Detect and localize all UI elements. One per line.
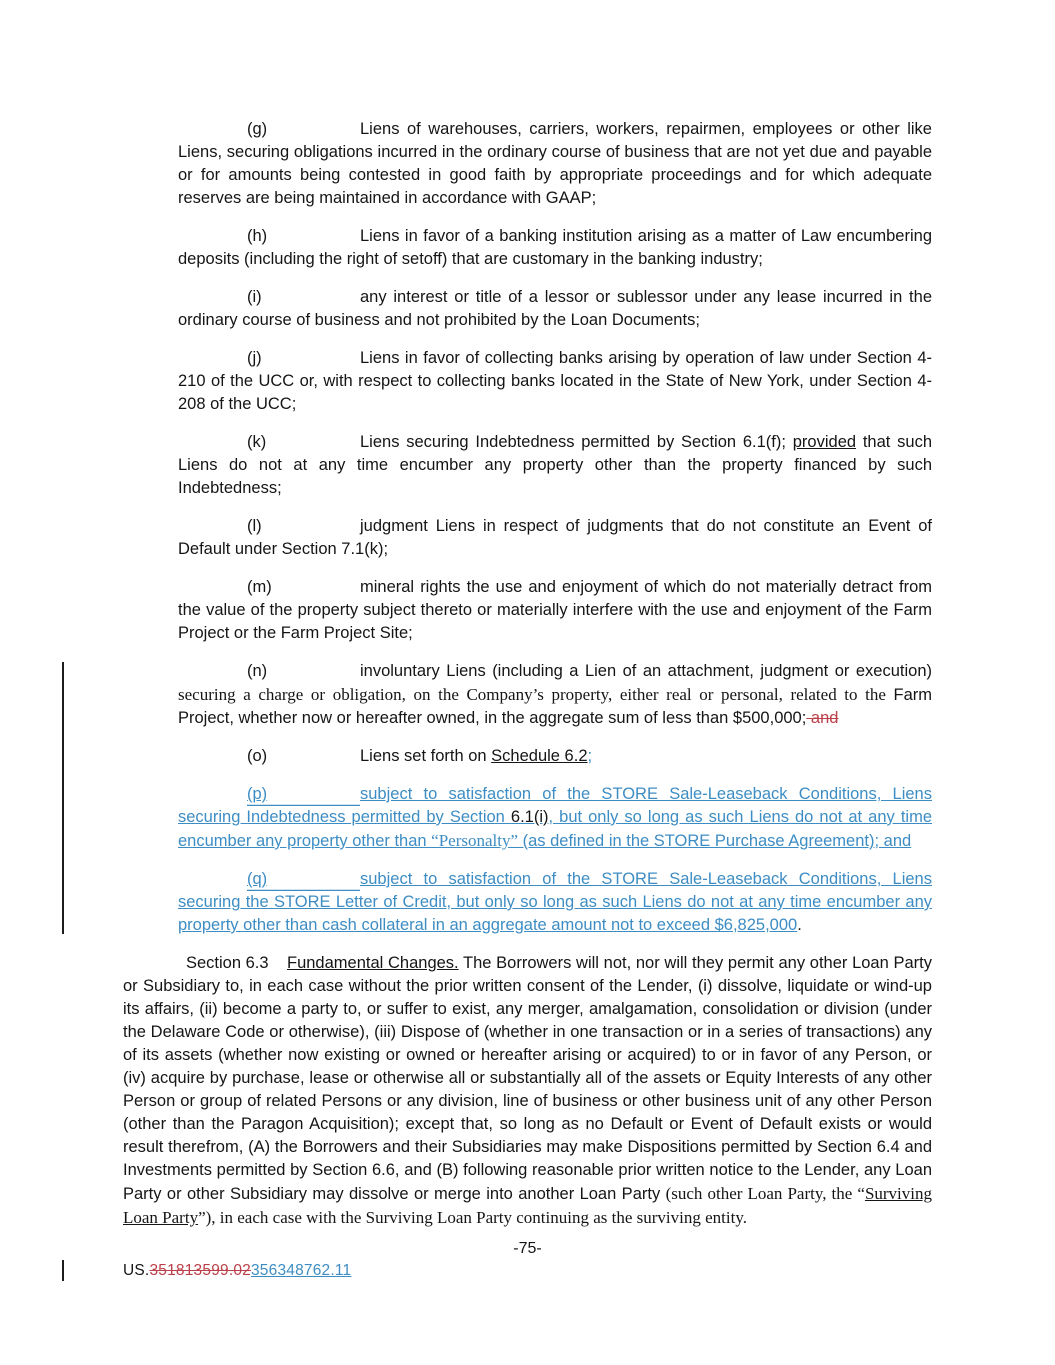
item-letter: (n) bbox=[247, 662, 268, 680]
item-letterbox bbox=[247, 225, 360, 248]
section-paragraph bbox=[123, 952, 932, 1230]
section-label: Section 6.3 bbox=[186, 954, 269, 972]
item-letterbox bbox=[247, 660, 360, 683]
text-segment: Schedule 6.2 bbox=[491, 747, 588, 765]
text-segment: ; bbox=[587, 747, 593, 765]
text-segment: Farm Project, whether now or hereafter owned, in the aggregate sum of less than $500,000; bbox=[178, 686, 932, 727]
item-letterbox bbox=[247, 868, 360, 891]
item-letter: (p) bbox=[247, 785, 268, 803]
section-body bbox=[123, 954, 932, 1227]
section-label-box bbox=[186, 952, 287, 975]
change-bar-footer bbox=[62, 1260, 64, 1281]
text-segment: and bbox=[806, 709, 839, 727]
change-bar-main bbox=[62, 662, 64, 934]
subsection-paragraph bbox=[178, 118, 932, 210]
text-segment: , but only so long as such Liens do not at any time encumber any property other than bbox=[178, 808, 933, 850]
text-segment: Surviving Loan Party bbox=[123, 1184, 932, 1227]
text-segment: Fundamental Changes. bbox=[287, 954, 459, 972]
item-letter: (m) bbox=[247, 578, 272, 596]
subsection-list bbox=[123, 118, 932, 937]
item-body bbox=[360, 747, 592, 765]
text-segment: . bbox=[797, 916, 802, 934]
item-letter: (i) bbox=[247, 288, 262, 306]
item-letter: (o) bbox=[247, 747, 268, 765]
item-letterbox bbox=[247, 286, 360, 309]
text-segment: Liens in favor of collecting banks arising by operation of law under Section 4-210 of the UCC or, with respect to collecting banks located in the State of New York, under Section 4-208 of the UCC; bbox=[178, 349, 932, 413]
item-letterbox bbox=[247, 783, 360, 806]
text-segment: that such Liens do not at any time encumber any property other than the property financed by such Indebtedness; bbox=[178, 433, 932, 497]
subsection-paragraph bbox=[178, 868, 932, 937]
text-segment: 356348762.11 bbox=[250, 1262, 352, 1279]
item-letterbox bbox=[247, 431, 360, 454]
item-letterbox bbox=[247, 347, 360, 370]
subsection-paragraph bbox=[178, 660, 932, 730]
subsection-paragraph bbox=[178, 515, 932, 561]
item-letter: (k) bbox=[247, 433, 267, 451]
item-letterbox bbox=[247, 118, 360, 141]
text-segment: 351813599.02 bbox=[149, 1262, 251, 1279]
subsection-paragraph bbox=[178, 286, 932, 332]
text-segment: Liens securing Indebtedness permitted by Section 6.1(f); bbox=[360, 433, 793, 451]
text-segment: ”), in each case with the Surviving Loan Party continuing as the surviving entity. bbox=[198, 1208, 747, 1227]
text-segment: US. bbox=[123, 1262, 150, 1279]
subsection-paragraph bbox=[178, 431, 932, 500]
subsection-paragraph bbox=[178, 347, 932, 416]
subsection-paragraph bbox=[178, 225, 932, 271]
text-segment: provided bbox=[792, 433, 857, 451]
item-letter: (g) bbox=[247, 120, 268, 138]
item-letter: (l) bbox=[247, 517, 262, 535]
page-number: -75- bbox=[513, 1240, 542, 1257]
text-segment: mineral rights the use and enjoyment of which do not materially detract from the value of the property subject thereto or materially interfere with the use and enjoyment of the Farm Project or the Farm Project Site; bbox=[178, 578, 932, 642]
text-segment: involuntary Liens (including a Lien of an attachment, judgment or execution) bbox=[360, 662, 932, 680]
subsection-paragraph bbox=[178, 576, 932, 645]
text-segment: securing a charge or obligation, on the Company’s property, either real or personal, related to the bbox=[178, 685, 894, 704]
text-segment: judgment Liens in respect of judgments that do not constitute an Event of Default under Section 7.1(k); bbox=[178, 517, 932, 558]
item-letterbox bbox=[247, 745, 360, 768]
item-letter: (q) bbox=[247, 870, 268, 888]
subsection-paragraph bbox=[178, 783, 932, 853]
text-segment: Liens set forth on bbox=[360, 747, 492, 765]
text-segment: Liens of warehouses, carriers, workers, repairmen, employees or other like Liens, securing obligations incurred in the ordinary course of business that are not yet due and payable or for amounts being contested in good faith by appropriate proceedings and for which adequate reserves are being maintained in accordance with GAAP; bbox=[178, 120, 932, 207]
text-segment: The Borrowers will not, nor will they permit any other Loan Party or Subsidiary to, in each case without the prior written consent of the Lender, (i) dissolve, liquidate or wind-up its affairs, (ii) become a party to, or suffer to exist, any merger, amalgamation, consolidation or division (under the Delaware Code or otherwise), (iii) Dispose of (whether in one transaction or in a series of transactions) any of its assets (whether now existing or owned or hereafter arising or acquired) to or in favor of any Person, or (iv) acquire by purchase, lease or otherwise all or substantially all of the assets or Equity Interests of any other Person or group of related Persons or any division, line of business or other business unit of any other Person (other than the Paragon Acquisition); except that, so long as no Default or Event of Default exists or would result therefrom, (A) the Borrowers and their Subsidiaries may make Dispositions permitted by Section 6.4 and Investments permitted by Section 6.6, and (B) following reasonable prior written notice to the Lender, any Loan Party or other Subsidiary may dissolve or merge into another Loan Party bbox=[123, 954, 932, 1203]
text-segment: any interest or title of a lessor or sublessor under any lease incurred in the ordinary course of business and not prohibited by the Loan Documents; bbox=[178, 288, 932, 329]
footer-doc-id bbox=[123, 1259, 351, 1282]
text-segment: subject to satisfaction of the STORE Sale-Leaseback Conditions, Liens securing the STORE Letter of Credit, but only so long as such Liens do not at any time encumber any property other than cash collateral in an aggregate amount not to exceed $6,825,000 bbox=[178, 870, 932, 934]
text-segment: (as defined in the STORE Purchase Agreement); and bbox=[518, 832, 912, 850]
item-letter: (j) bbox=[247, 349, 262, 367]
item-letter: (h) bbox=[247, 227, 268, 245]
text-segment: Liens in favor of a banking institution arising as a matter of Law encumbering deposits (including the right of setoff) that are customary in the banking industry; bbox=[178, 227, 932, 268]
subsection-paragraph bbox=[178, 745, 932, 768]
text-segment: (such other Loan Party, the “ bbox=[665, 1184, 865, 1203]
text-segment: “Personalty” bbox=[431, 831, 519, 850]
text-segment: subject to satisfaction of the STORE Sale-Leaseback Conditions, Liens securing Indebtedness permitted by Section bbox=[178, 785, 932, 826]
item-letterbox bbox=[247, 576, 360, 599]
item-letterbox bbox=[247, 515, 360, 538]
text-segment: 6.1(i) bbox=[510, 808, 549, 826]
